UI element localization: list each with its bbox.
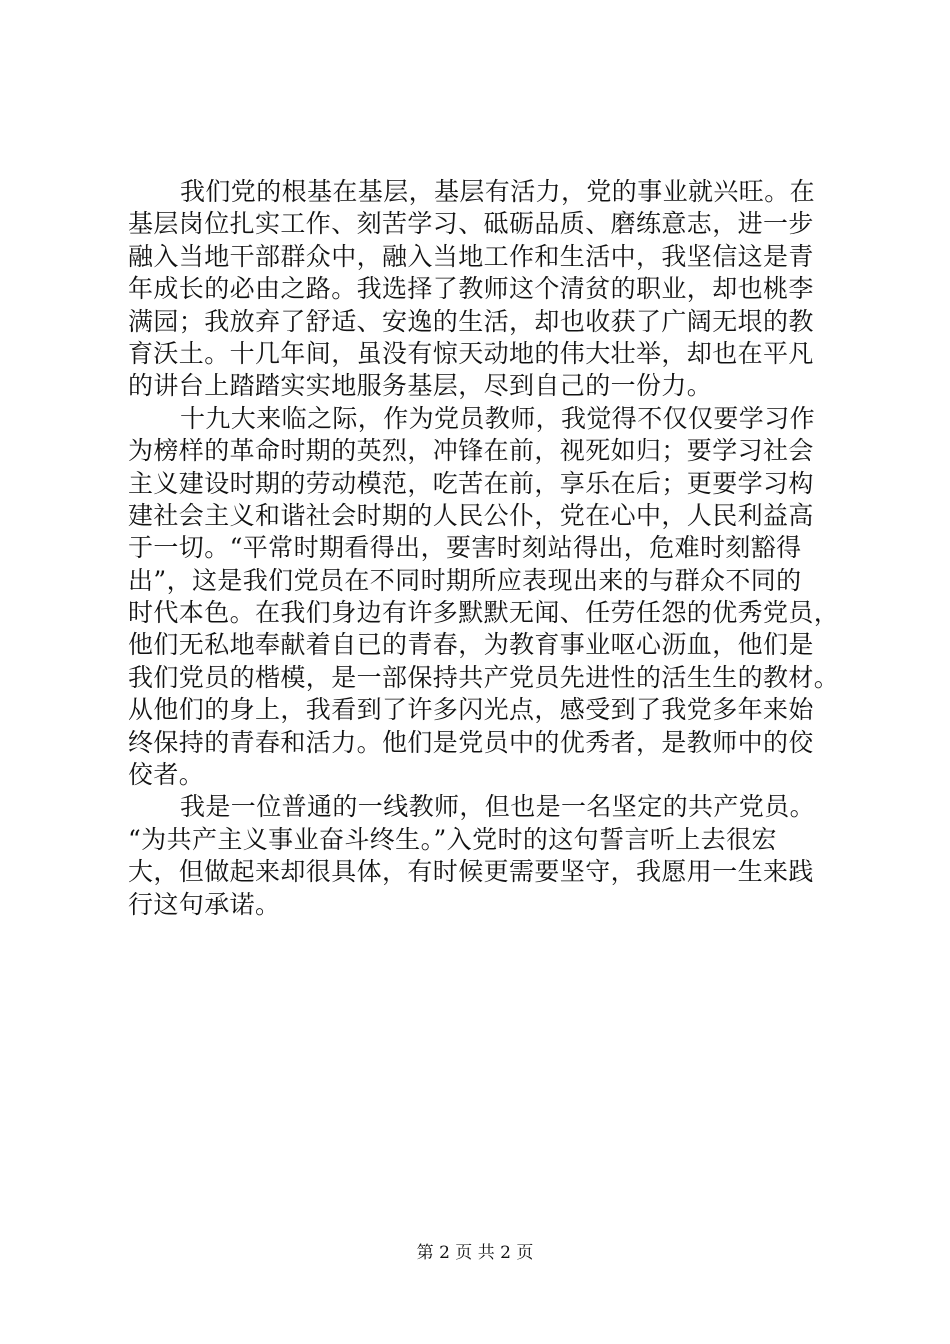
text-line: 时代本色。在我们身边有许多默默无闻、任劳任怨的优秀党员， <box>128 598 840 628</box>
text-line: 我们党员的楷模，是一部保持共产党员先进性的活生生的教材。 <box>128 662 840 692</box>
text-line: 我是一位普通的一线教师，但也是一名坚定的共产党员。 <box>180 792 816 822</box>
page-number-label: 第 2 页 共 2 页 <box>416 1243 534 1263</box>
text-line: 年成长的必由之路。我选择了教师这个清贫的职业，却也桃李 <box>128 274 814 304</box>
page-footer <box>0 1241 950 1265</box>
text-line: 的讲台上踏踏实实地服务基层，尽到自己的一份力。 <box>128 371 713 401</box>
text-line: 佼者。 <box>128 760 205 790</box>
document-body <box>128 176 846 921</box>
text-line: 建社会主义和谐社会时期的人民公仆，党在心中，人民利益高 <box>128 500 814 530</box>
text-line: 十九大来临之际，作为党员教师，我觉得不仅仅要学习作 <box>180 403 816 433</box>
text-line: 从他们的身上，我看到了许多闪光点，感受到了我党多年来始 <box>128 695 814 725</box>
text-line: 行这句承诺。 <box>128 889 281 919</box>
text-line: 大，但做起来却很具体，有时候更需要坚守，我愿用一生来践 <box>128 857 814 887</box>
text-line: 融入当地干部群众中，融入当地工作和生活中，我坚信这是青 <box>128 241 814 271</box>
text-line: 我们党的根基在基层，基层有活力，党的事业就兴旺。在 <box>180 177 816 206</box>
text-line: 为榜样的革命时期的英烈，冲锋在前，视死如归；要学习社会 <box>128 436 814 466</box>
text-line: “为共产主义事业奋斗终生。”入党时的这句誓言听上去很宏 <box>128 824 777 854</box>
text-line: 出”，这是我们党员在不同时期所应表现出来的与群众不同的 <box>128 565 802 595</box>
text-line: 满园；我放弃了舒适、安逸的生活，却也收获了广阔无垠的教 <box>128 306 814 336</box>
text-line: 主义建设时期的劳动模范，吃苦在前，享乐在后；更要学习构 <box>128 468 814 498</box>
text-line: 基层岗位扎实工作、刻苦学习、砥砺品质、磨练意志，进一步 <box>128 209 814 239</box>
text-line: 育沃土。十几年间，虽没有惊天动地的伟大壮举，却也在平凡 <box>128 338 814 368</box>
text-line: 终保持的青春和活力。他们是党员中的优秀者，是教师中的佼 <box>128 727 814 757</box>
text-line: 于一切。“平常时期看得出，要害时刻站得出，危难时刻豁得 <box>128 533 802 563</box>
text-line: 他们无私地奉献着自已的青春，为教育事业呕心沥血，他们是 <box>128 630 814 660</box>
